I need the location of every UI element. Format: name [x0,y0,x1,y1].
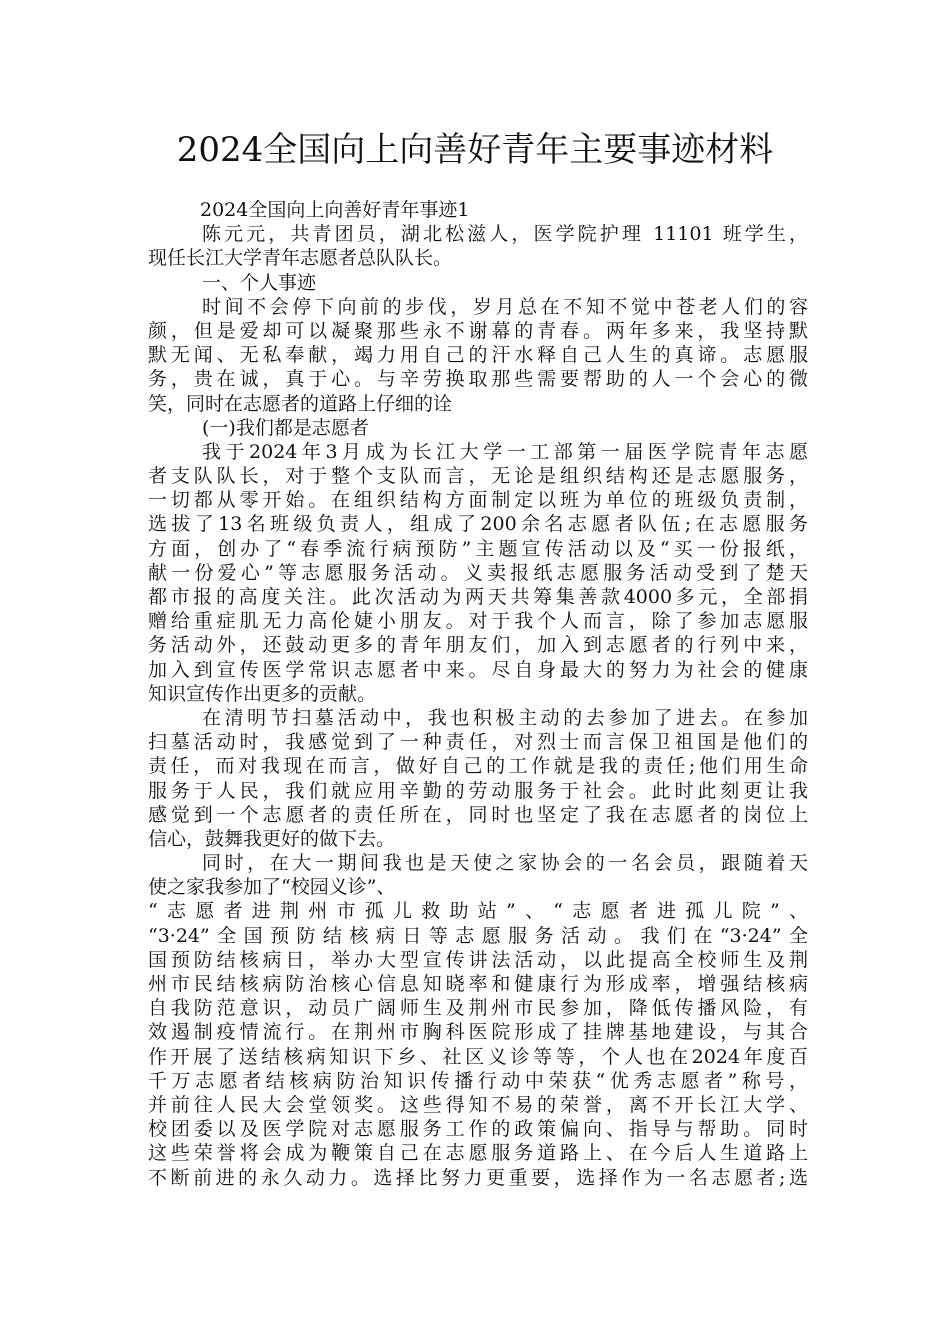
paragraph-line: 献一份爱心”等志愿服务活动。义卖报纸志愿服务活动受到了楚天 [148,561,808,584]
document-title: 2024全国向上向善好青年主要事迹材料 [176,130,774,170]
paragraph-line: 一切都从零开始。在组织结构方面制定以班为单位的班级负责制， [148,489,808,512]
paragraph-line: 方面，创办了“春季流行病预防”主题宣传活动以及“买一份报纸， [148,537,808,560]
paragraph-line: 者支队队长，对于整个支队而言，无论是组织结构还是志愿服务， [148,465,808,488]
section-heading: 一、个人事迹 [202,271,317,294]
paragraph-line: 国预防结核病日，举办大型宣传讲法活动，以此提高全校师生及荆 [148,948,808,971]
paragraph-line: 在清明节扫墓活动中，我也积极主动的去参加了进去。在参加 [202,706,808,729]
paragraph-line: 颜，但是爱却可以凝聚那些永不谢幕的青春。两年多来，我坚持默 [148,319,808,342]
paragraph-line: 效遏制疫情流行。在荆州市胸科医院形成了挂牌基地建设，与其合 [148,1021,808,1044]
paragraph-line: 我于2024年3月成为长江大学一工部第一届医学院青年志愿 [202,440,808,463]
paragraph-line: 这些荣誉将会成为鞭策自己在志愿服务道路上、在今后人生道路上 [148,1142,808,1165]
paragraph-line: “3·24”全国预防结核病日等志愿服务活动。我们在“3·24”全 [148,924,808,947]
paragraph-line: 务活动外，还鼓动更多的青年朋友们，加入到志愿者的行列中来， [148,634,808,657]
paragraph-line: 知识宣传作出更多的贡献。 [148,682,377,705]
paragraph-line: “志愿者进荆州市孤儿救助站”、“志愿者进孤儿院”、 [148,900,808,923]
paragraph-line: 扫墓活动时，我感觉到了一种责任，对烈士而言保卫祖国是他们的 [148,731,808,754]
paragraph-line: 信心，鼓舞我更好的做下去。 [148,827,396,850]
paragraph-line: 使之家我参加了“校园义诊”、 [148,876,396,899]
paragraph-line: 千万志愿者结核病防治知识传播行动中荣获“优秀志愿者”称号， [148,1069,808,1092]
paragraph-line: 务，贵在诚，真于心。与辛劳换取那些需要帮助的人一个会心的微 [148,368,808,391]
paragraph-line: 服务于人民，我们就应用辛勤的劳动服务于社会。此时此刻更让我 [148,779,808,802]
subsection-heading: (一)我们都是志愿者 [202,416,369,439]
paragraph-line: 默无闻、无私奉献，竭力用自己的汗水释自己人生的真谛。志愿服 [148,344,808,367]
paragraph-line: 不断前进的永久动力。选择比努力更重要，选择作为一名志愿者;选 [148,1166,808,1189]
paragraph-line: 时间不会停下向前的步伐，岁月总在不知不觉中苍老人们的容 [202,295,808,318]
paragraph-line: 责任，而对我现在而言，做好自己的工作就是我的责任;他们用生命 [148,755,808,778]
paragraph-line: 选拔了13名班级负责人，组成了200余名志愿者队伍;在志愿服务 [148,513,808,536]
paragraph-line: 笑，同时在志愿者的道路上仔细的诠 [148,392,453,415]
paragraph-line: 陈元元，共青团员，湖北松滋人，医学院护理 11101 班学生， [202,223,808,246]
paragraph-line: 现任长江大学青年志愿者总队队长。 [148,247,453,270]
document-body [148,198,808,1190]
paragraph-line: 感觉到一个志愿者的责任所在，同时也坚定了我在志愿者的岗位上 [148,803,808,826]
paragraph-line: 校团委以及医学院对志愿服务工作的政策偏向、指导与帮助。同时 [148,1118,808,1141]
paragraph-line: 作开展了送结核病知识下乡、社区义诊等等，个人也在2024年度百 [148,1045,808,1068]
paragraph-line: 加入到宣传医学常识志愿者中来。尽自身最大的努力为社会的健康 [148,658,808,681]
section-heading: 2024全国向上向善好青年事迹1 [200,199,470,221]
paragraph-line: 都市报的高度关注。此次活动为两天共筹集善款4000多元，全部捐 [148,586,808,608]
paragraph-line: 并前往人民大会堂领奖。这些得知不易的荣誉，离不开长江大学、 [148,1093,808,1116]
paragraph-line: 赠给重症肌无力高伦婕小朋友。对于我个人而言，除了参加志愿服 [148,610,808,633]
paragraph-line: 州市民结核病防治核心信息知晓率和健康行为形成率，增强结核病 [148,973,808,995]
paragraph-line: 自我防范意识，动员广阔师生及荆州市民参加，降低传播风险，有 [148,997,808,1020]
paragraph-line: 同时，在大一期间我也是天使之家协会的一名会员，跟随着天 [202,852,808,875]
